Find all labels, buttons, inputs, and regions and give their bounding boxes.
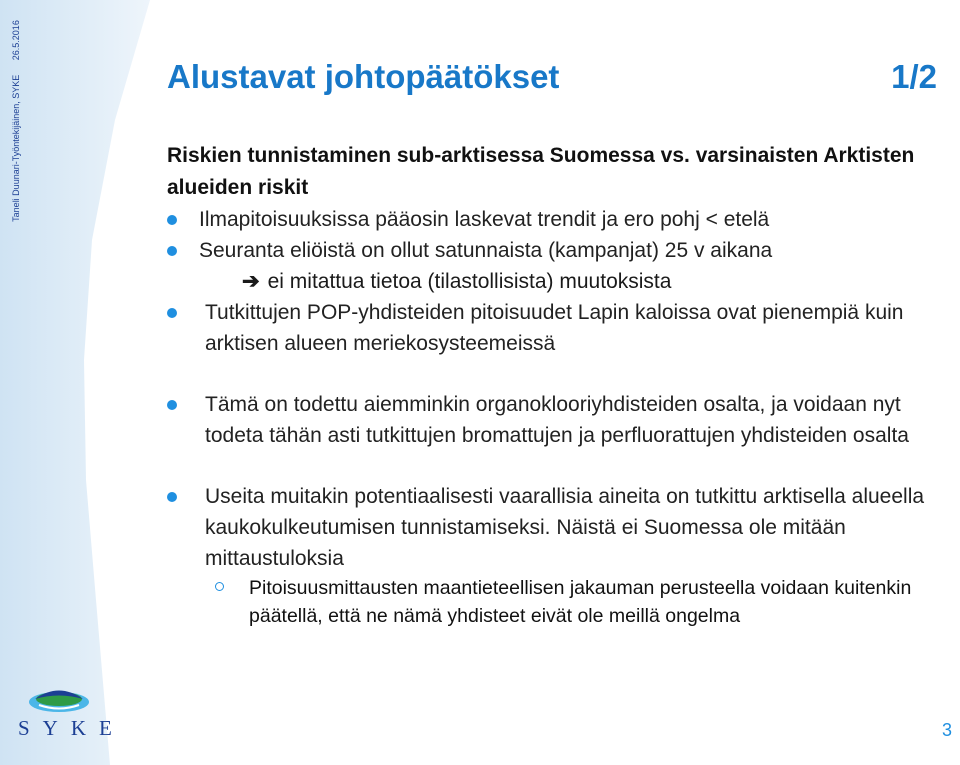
bullet-dot-icon [167,215,177,225]
syke-logo-text: SYKE [18,716,125,740]
conclusion-line: ➔ ei mitattua tietoa (tilastollisista) muutoksista [242,270,672,293]
bullet-dot-icon [167,246,177,256]
slide-metadata [0,0,32,230]
list-item: Ilmapitoisuuksissa pääosin laskevat trendit ja ero pohj < etelä [167,204,942,235]
bullet-dot-icon [167,308,177,318]
title-part: 1/2 [891,58,937,95]
sub-list-item: Pitoisuusmittausten maantieteellisen jakauman perusteella voidaan kuitenkin päätellä, että ne nämä yhdisteet eivät ole meillä ongelma [167,574,942,630]
list-item: Tämä on todettu aiemminkin organoklooriyhdisteiden osalta, ja voidaan nyt todeta tähän asti tutkittujen bromattujen ja perfluorattujen yhdisteiden osalta [167,389,942,451]
page-number: 3 [941,720,952,740]
ring-bullet-icon [215,582,224,591]
bullet-dot-icon [167,400,177,410]
date-label: 26.5.2016 [11,20,21,61]
title-text: Alustavat johtopäätökset [167,58,560,95]
author-label: Taneli Duunari-Työntekijäinen, SYKE [11,74,21,222]
list-item: Useita muitakin potentiaalisesti vaarallisia aineita on tutkittu arktisella alueella kaukokulkeutumisen tunnistamiseksi. Näistä ei Suomessa ole mitään mittaustuloksia [167,481,942,574]
slide-title [167,58,937,96]
bullet-dot-icon [167,492,177,502]
section-heading: Riskien tunnistaminen sub-arktisessa Suomessa vs. varsinaisten Arktisten alueiden riskit [167,144,915,199]
slide-content [167,140,942,630]
arrow-right-icon: ➔ [242,270,260,293]
list-item: Seuranta eliöistä on ollut satunnaista (kampanjat) 25 v aikana [167,235,942,266]
list-item: Tutkittujen POP-yhdisteiden pitoisuudet Lapin kaloissa ovat pienempiä kuin arktisen alueen meriekosysteemeissä [167,297,942,359]
